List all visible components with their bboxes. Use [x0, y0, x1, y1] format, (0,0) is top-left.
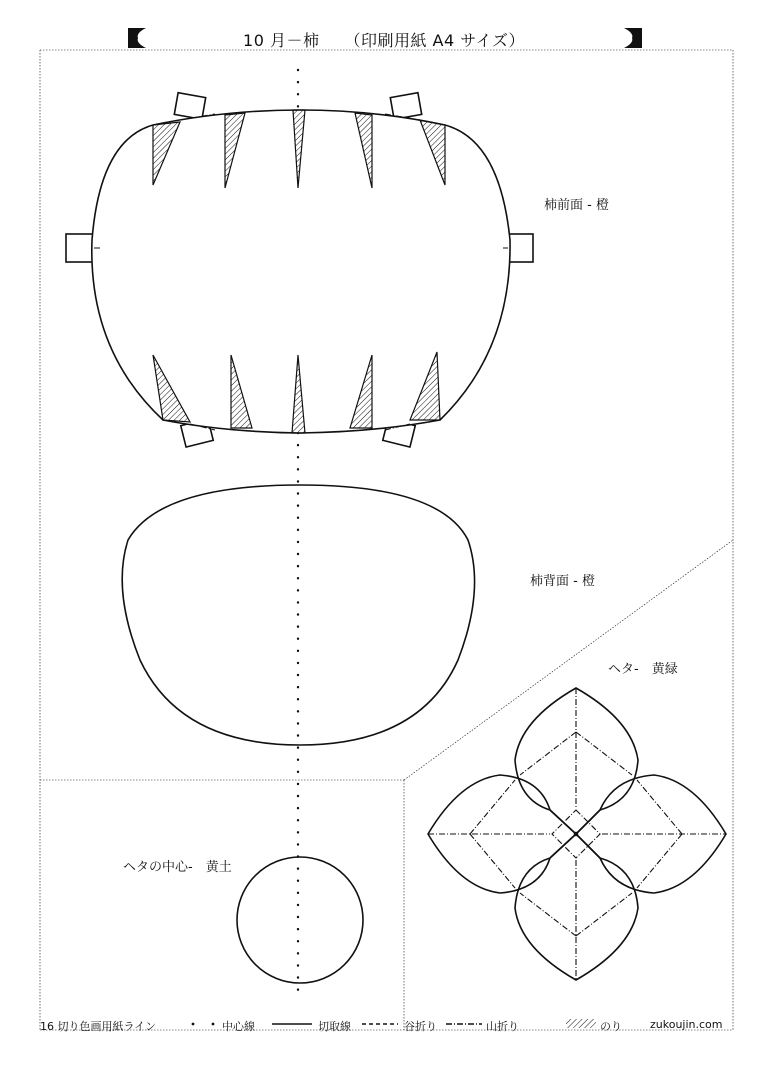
front-piece-label: 柿前面 - 橙: [544, 198, 609, 213]
site-url[interactable]: zukoujin.com: [650, 1018, 723, 1031]
calyx-label: ヘタ- 黄緑: [608, 662, 678, 677]
calyx-center-circle: [237, 857, 363, 983]
back-piece-label: 柿背面 - 橙: [530, 574, 595, 589]
legend-center-line: 中心線: [222, 1020, 255, 1033]
front-piece: [66, 93, 533, 447]
legend-glue: のり: [600, 1020, 622, 1033]
legend-mountain-fold: 山折り: [486, 1020, 519, 1033]
page-title: 10 月－柿 （印刷用紙 A4 サイズ）: [243, 31, 525, 50]
calyx-center-label: ヘタの中心- 黄土: [123, 860, 232, 875]
legend: [40, 1016, 740, 1036]
legend-paper-line: 16 切り色画用紙ライン: [40, 1020, 157, 1033]
legend-valley-fold: 谷折り: [404, 1020, 437, 1033]
legend-cut-line: 切取線: [318, 1020, 351, 1033]
calyx-piece: [428, 688, 726, 980]
